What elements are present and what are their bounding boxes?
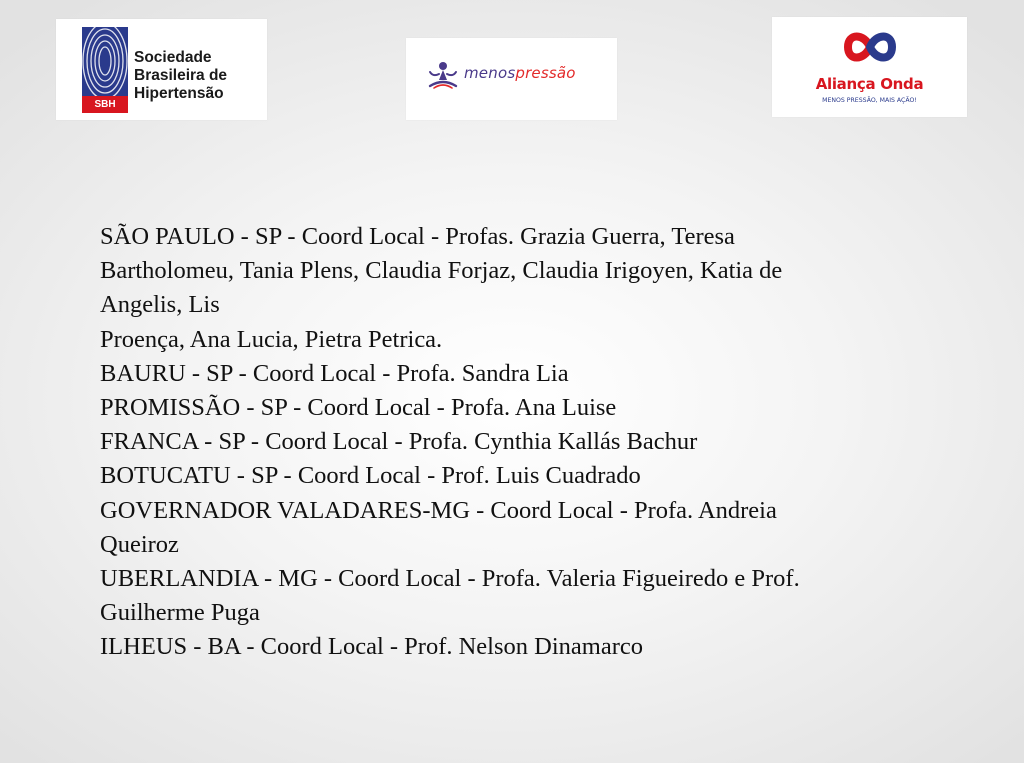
meditation-icon xyxy=(426,60,460,90)
text-line: PROMISSÃO - SP - Coord Local - Profa. Ana Luise xyxy=(100,394,617,422)
text-line: UBERLANDIA - MG - Coord Local - Profa. Valeria Figueiredo e Prof. xyxy=(100,565,800,593)
text-line: GOVERNADOR VALADARES-MG - Coord Local - Profa. Andreia xyxy=(100,496,777,524)
alianca-onda-logo xyxy=(772,17,967,117)
coordinators-list xyxy=(100,220,960,665)
text-line: Queiroz xyxy=(100,530,179,558)
infinity-icon xyxy=(844,27,896,67)
text-line: SÃO PAULO - SP - Coord Local - Profas. Grazia Guerra, Teresa xyxy=(100,223,735,250)
sbh-emblem-icon xyxy=(82,27,128,113)
sbh-tag: SBH xyxy=(82,96,128,113)
sbh-name-line: Sociedade xyxy=(134,49,212,66)
text-line: Guilherme Puga xyxy=(100,599,260,627)
text-line: Proença, Ana Lucia, Pietra Petrica. xyxy=(100,325,443,353)
menos-pressao-wordmark xyxy=(464,64,576,82)
alianca-onda-tagline: MENOS PRESSÃO, MAIS AÇÃO! xyxy=(822,97,917,104)
text-line: Bartholomeu, Tania Plens, Claudia Forjaz, Claudia Irigoyen, Katia de xyxy=(100,257,783,285)
menos-pressao-part1: menos xyxy=(464,64,516,82)
menos-pressao-logo xyxy=(406,38,617,120)
text-line: BAURU - SP - Coord Local - Profa. Sandra Lia xyxy=(100,359,569,387)
text-line: ILHEUS - BA - Coord Local - Prof. Nelson Dinamarco xyxy=(100,633,643,661)
text-line: FRANCA - SP - Coord Local - Profa. Cynthia Kallás Bachur xyxy=(100,428,698,456)
menos-pressao-part2: pressão xyxy=(515,64,576,82)
text-line: BOTUCATU - SP - Coord Local - Prof. Luis Cuadrado xyxy=(100,462,641,490)
text-line: Angelis, Lis xyxy=(100,291,220,319)
sbh-name-line: Brasileira de xyxy=(134,67,228,84)
sbh-name-line: Hipertensão xyxy=(134,85,224,102)
alianca-onda-name: Aliança Onda xyxy=(815,75,924,93)
sbh-name xyxy=(134,49,227,103)
sbh-logo xyxy=(56,19,267,120)
